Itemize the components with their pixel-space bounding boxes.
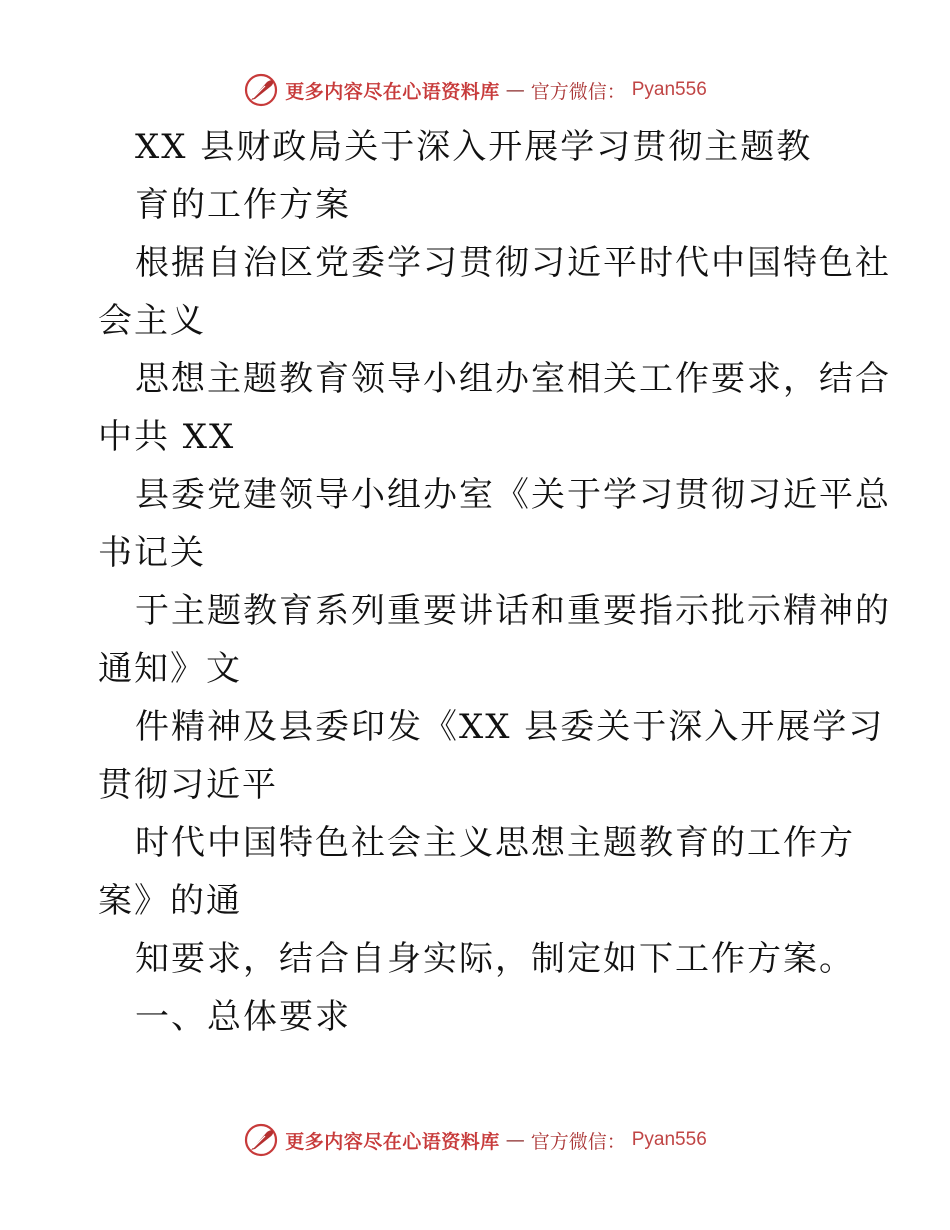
document-body: [98, 118, 891, 1046]
watermark-text: 更多内容尽在心语资料库: [285, 80, 500, 103]
doc-text-line: 县委党建领导小组办室《关于学习贯彻习近平总: [135, 475, 891, 515]
doc-text-line: 案》的通: [98, 881, 242, 921]
doc-text-line: 知要求，结合自身实际，制定如下工作方案。: [135, 939, 855, 979]
watermark-account: Pyan556: [631, 79, 707, 100]
doc-text-line: 中共 XX: [98, 417, 236, 457]
doc-text-line: 根据自治区党委学习贯彻习近平时代中国特色社: [135, 243, 891, 283]
doc-text-line: 书记关: [98, 533, 206, 573]
watermark-account: Pyan556: [631, 1129, 707, 1150]
doc-text-line: 思想主题教育领导小组办室相关工作要求，结合: [135, 359, 891, 399]
doc-text-line: 会主义: [98, 301, 206, 341]
watermark-separator: —: [505, 1129, 525, 1151]
watermark-separator: —: [505, 79, 525, 101]
doc-text-line: 通知》文: [98, 649, 242, 689]
watermark-label: 官方微信：: [530, 80, 626, 103]
quill-pen-circle-icon: [243, 72, 279, 108]
doc-title-line-1: XX 县财政局关于深入开展学习贯彻主题教: [135, 127, 813, 167]
doc-text-line: 于主题教育系列重要讲话和重要指示批示精神的: [135, 591, 891, 631]
watermark-label: 官方微信：: [530, 1130, 626, 1153]
section-heading: 一、总体要求: [135, 997, 351, 1037]
doc-title-line-2: 育的工作方案: [135, 185, 351, 225]
footer-watermark: [0, 1120, 950, 1160]
watermark-text: 更多内容尽在心语资料库: [285, 1130, 500, 1153]
quill-pen-circle-icon: [243, 1122, 279, 1158]
doc-text-line: 贯彻习近平: [98, 765, 278, 805]
doc-text-line: 件精神及县委印发《XX 县委关于深入开展学习: [135, 707, 885, 747]
doc-text-line: 时代中国特色社会主义思想主题教育的工作方: [135, 823, 855, 863]
header-watermark: [0, 70, 950, 110]
